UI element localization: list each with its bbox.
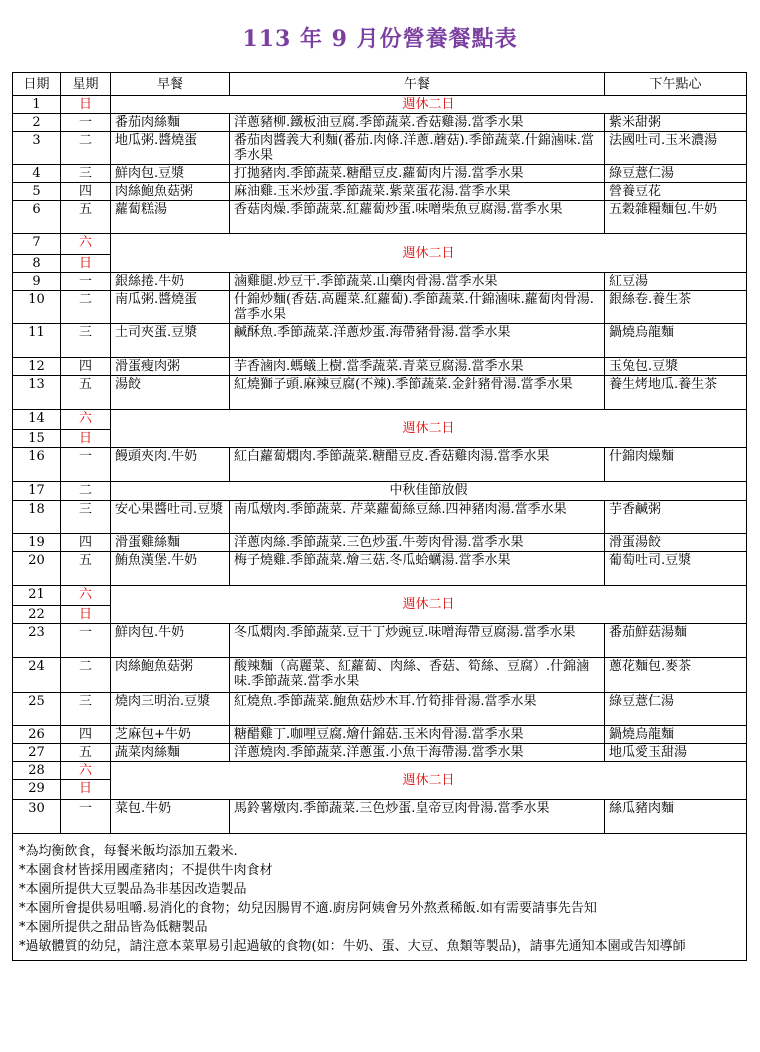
weekday-cell: 六 xyxy=(61,234,111,255)
menu-row xyxy=(13,693,747,726)
date-cell: 14 xyxy=(13,410,61,430)
snack-cell: 紅豆湯 xyxy=(605,273,747,291)
menu-row xyxy=(13,358,747,376)
weekday-cell: 日 xyxy=(61,255,111,273)
date-cell: 19 xyxy=(13,534,61,552)
lunch-cell: 洋蔥肉絲.季節蔬菜.三色炒蛋.牛蒡肉骨湯.當季水果 xyxy=(230,534,605,552)
menu-row xyxy=(13,376,747,410)
menu-row xyxy=(13,96,747,114)
date-cell: 4 xyxy=(13,165,61,183)
date-cell: 3 xyxy=(13,132,61,165)
date-cell: 5 xyxy=(13,183,61,201)
breakfast-cell: 蘿蔔糕湯 xyxy=(111,201,230,234)
lunch-cell: 打拋豬肉.季節蔬菜.糖醋豆皮.蘿蔔肉片湯.當季水果 xyxy=(230,165,605,183)
lunch-cell: 酸辣麵（高麗菜、紅蘿蔔、肉絲、香菇、筍絲、豆腐）.什錦滷味.季節蔬菜.當季水果 xyxy=(230,658,605,693)
note-line: *本園所提供大豆製品為非基因改造製品 xyxy=(19,882,247,897)
menu-row xyxy=(13,762,747,780)
snack-cell: 五穀雜糧麵包.牛奶 xyxy=(605,201,747,234)
breakfast-cell: 滑蛋雞絲麵 xyxy=(111,534,230,552)
weekend-notice: 週休二日 xyxy=(111,762,747,800)
weekday-cell: 四 xyxy=(61,183,111,201)
weekday-cell: 六 xyxy=(61,410,111,430)
date-cell: 12 xyxy=(13,358,61,376)
menu-row xyxy=(13,624,747,658)
date-cell: 22 xyxy=(13,606,61,624)
weekday-cell: 日 xyxy=(61,96,111,114)
breakfast-cell: 鮮肉包.豆漿 xyxy=(111,165,230,183)
weekday-cell: 一 xyxy=(61,800,111,834)
date-cell: 17 xyxy=(13,482,61,501)
weekday-cell: 一 xyxy=(61,273,111,291)
breakfast-cell: 菜包.牛奶 xyxy=(111,800,230,834)
menu-row xyxy=(13,291,747,324)
weekday-cell: 二 xyxy=(61,482,111,501)
weekday-cell: 二 xyxy=(61,658,111,693)
lunch-cell: 洋蔥豬柳.鐵板油豆腐.季節蔬菜.香菇雞湯.當季水果 xyxy=(230,114,605,132)
header-row xyxy=(13,73,747,96)
date-cell: 30 xyxy=(13,800,61,834)
breakfast-cell: 饅頭夾肉.牛奶 xyxy=(111,448,230,482)
snack-cell: 紫米甜粥 xyxy=(605,114,747,132)
snack-cell: 玉兔包.豆漿 xyxy=(605,358,747,376)
date-cell: 13 xyxy=(13,376,61,410)
snack-cell: 葡萄吐司.豆漿 xyxy=(605,552,747,586)
weekday-cell: 一 xyxy=(61,624,111,658)
note-line: *為均衡飲食，每餐米飯均添加五穀米. xyxy=(19,844,238,859)
date-cell: 1 xyxy=(13,96,61,114)
menu-row xyxy=(13,114,747,132)
weekday-cell: 日 xyxy=(61,430,111,448)
lunch-cell: 南瓜燉肉.季節蔬菜. 芹菜蘿蔔絲豆絲.四神豬肉湯.當季水果 xyxy=(230,501,605,534)
snack-cell: 銀絲卷.養生茶 xyxy=(605,291,747,324)
page-title: 113 年 9 月份營養餐點表 xyxy=(242,26,518,52)
lunch-cell: 香菇肉燥.季節蔬菜.紅蘿蔔炒蛋.味噌柴魚豆腐湯.當季水果 xyxy=(230,201,605,234)
lunch-cell: 紅白蘿蔔燜肉.季節蔬菜.糖醋豆皮.香菇雞肉湯.當季水果 xyxy=(230,448,605,482)
date-cell: 10 xyxy=(13,291,61,324)
menu-row xyxy=(13,273,747,291)
weekday-cell: 六 xyxy=(61,586,111,606)
snack-cell: 地瓜愛玉甜湯 xyxy=(605,744,747,762)
header-lunch: 午餐 xyxy=(230,73,605,96)
date-cell: 26 xyxy=(13,726,61,744)
lunch-cell: 冬瓜燜肉.季節蔬菜.豆干丁炒豌豆.味噌海帶豆腐湯.當季水果 xyxy=(230,624,605,658)
weekday-cell: 二 xyxy=(61,132,111,165)
weekday-cell: 二 xyxy=(61,291,111,324)
lunch-cell: 麻油雞.玉米炒蛋.季節蔬菜.紫菜蛋花湯.當季水果 xyxy=(230,183,605,201)
note-line: *本園食材皆採用國產豬肉；不提供牛肉食材 xyxy=(19,863,273,878)
breakfast-cell: 芝麻包+牛奶 xyxy=(111,726,230,744)
snack-cell: 法國吐司.玉米濃湯 xyxy=(605,132,747,165)
weekday-cell: 五 xyxy=(61,376,111,410)
snack-cell: 絲瓜豬肉麵 xyxy=(605,800,747,834)
breakfast-cell: 鮪魚漢堡.牛奶 xyxy=(111,552,230,586)
breakfast-cell: 安心果醬吐司.豆漿 xyxy=(111,501,230,534)
menu-row xyxy=(13,501,747,534)
menu-row xyxy=(13,534,747,552)
menu-row xyxy=(13,726,747,744)
snack-cell: 什錦肉燥麵 xyxy=(605,448,747,482)
date-cell: 9 xyxy=(13,273,61,291)
date-cell: 16 xyxy=(13,448,61,482)
menu-row xyxy=(13,165,747,183)
weekday-cell: 四 xyxy=(61,358,111,376)
breakfast-cell: 湯餃 xyxy=(111,376,230,410)
breakfast-cell: 蔬菜肉絲麵 xyxy=(111,744,230,762)
menu-row xyxy=(13,234,747,255)
snack-cell: 綠豆薏仁湯 xyxy=(605,693,747,726)
lunch-cell: 紅燒獅子頭.麻辣豆腐(不辣).季節蔬菜.金針豬骨湯.當季水果 xyxy=(230,376,605,410)
menu-row xyxy=(13,586,747,606)
weekday-cell: 四 xyxy=(61,534,111,552)
lunch-cell: 滷雞腿.炒豆干.季節蔬菜.山藥肉骨湯.當季水果 xyxy=(230,273,605,291)
snack-cell: 滑蛋湯餃 xyxy=(605,534,747,552)
menu-row xyxy=(13,800,747,834)
lunch-cell: 洋蔥燒肉.季節蔬菜.洋蔥蛋.小魚干海帶湯.當季水果 xyxy=(230,744,605,762)
festival-notice: 中秋佳節放假 xyxy=(111,482,747,501)
date-cell: 20 xyxy=(13,552,61,586)
menu-row xyxy=(13,448,747,482)
menu-row xyxy=(13,744,747,762)
weekday-cell: 四 xyxy=(61,726,111,744)
snack-cell: 養生烤地瓜.養生茶 xyxy=(605,376,747,410)
weekend-notice: 週休二日 xyxy=(111,96,747,114)
note-line: *本園所會提供易咀嚼.易消化的食物；幼兒因腸胃不適.廚房阿姨會另外熬煮稀飯.如有需要請事先告知 xyxy=(19,901,597,916)
weekday-cell: 一 xyxy=(61,114,111,132)
lunch-cell: 什錦炒麵(香菇.高麗菜.紅蘿蔔).季節蔬菜.什錦滷味.蘿蔔肉骨湯.當季水果 xyxy=(230,291,605,324)
date-cell: 29 xyxy=(13,780,61,800)
weekday-cell: 五 xyxy=(61,201,111,234)
weekend-notice: 週休二日 xyxy=(111,410,747,448)
breakfast-cell: 銀絲捲.牛奶 xyxy=(111,273,230,291)
snack-cell: 綠豆薏仁湯 xyxy=(605,165,747,183)
snack-cell: 芋香鹹粥 xyxy=(605,501,747,534)
breakfast-cell: 燒肉三明治.豆漿 xyxy=(111,693,230,726)
date-cell: 28 xyxy=(13,762,61,780)
breakfast-cell: 地瓜粥.醬燒蛋 xyxy=(111,132,230,165)
breakfast-cell: 肉絲鮑魚菇粥 xyxy=(111,658,230,693)
weekday-cell: 五 xyxy=(61,552,111,586)
lunch-cell: 糖醋雞丁.咖哩豆腐.燴什錦菇.玉米肉骨湯.當季水果 xyxy=(230,726,605,744)
date-cell: 18 xyxy=(13,501,61,534)
menu-row xyxy=(13,482,747,501)
note-line: *過敏體質的幼兒，請注意本菜單易引起過敏的食物(如：牛奶、蛋、大豆、魚類等製品)，請事先通知本園或告知導師 xyxy=(19,939,686,954)
breakfast-cell: 土司夾蛋.豆漿 xyxy=(111,324,230,358)
breakfast-cell: 番茄肉絲麵 xyxy=(111,114,230,132)
weekend-notice: 週休二日 xyxy=(111,234,747,273)
menu-row xyxy=(13,410,747,430)
weekend-notice: 週休二日 xyxy=(111,586,747,624)
menu-row xyxy=(13,183,747,201)
weekday-cell: 三 xyxy=(61,693,111,726)
header-date: 日期 xyxy=(13,73,61,96)
weekday-cell: 日 xyxy=(61,606,111,624)
date-cell: 2 xyxy=(13,114,61,132)
lunch-cell: 馬鈴薯燉肉.季節蔬菜.三色炒蛋.皇帝豆肉骨湯.當季水果 xyxy=(230,800,605,834)
menu-row xyxy=(13,324,747,358)
weekday-cell: 日 xyxy=(61,780,111,800)
breakfast-cell: 南瓜粥.醬燒蛋 xyxy=(111,291,230,324)
header-breakfast: 早餐 xyxy=(111,73,230,96)
snack-cell: 營養豆花 xyxy=(605,183,747,201)
date-cell: 23 xyxy=(13,624,61,658)
notes-row xyxy=(13,834,747,961)
date-cell: 8 xyxy=(13,255,61,273)
date-cell: 11 xyxy=(13,324,61,358)
breakfast-cell: 滑蛋瘦肉粥 xyxy=(111,358,230,376)
weekday-cell: 三 xyxy=(61,324,111,358)
weekday-cell: 六 xyxy=(61,762,111,780)
weekday-cell: 一 xyxy=(61,448,111,482)
breakfast-cell: 肉絲鮑魚菇粥 xyxy=(111,183,230,201)
menu-row xyxy=(13,132,747,165)
weekday-cell: 三 xyxy=(61,165,111,183)
menu-row xyxy=(13,658,747,693)
lunch-cell: 芋香滷肉.螞蟻上樹.當季蔬菜.青菜豆腐湯.當季水果 xyxy=(230,358,605,376)
header-weekday: 星期 xyxy=(61,73,111,96)
date-cell: 25 xyxy=(13,693,61,726)
date-cell: 6 xyxy=(13,201,61,234)
lunch-cell: 紅燒魚.季節蔬菜.鮑魚菇炒木耳.竹筍排骨湯.當季水果 xyxy=(230,693,605,726)
date-cell: 7 xyxy=(13,234,61,255)
date-cell: 15 xyxy=(13,430,61,448)
weekday-cell: 三 xyxy=(61,501,111,534)
date-cell: 27 xyxy=(13,744,61,762)
lunch-cell: 梅子燒雞.季節蔬菜.燴三菇.冬瓜蛤蠣湯.當季水果 xyxy=(230,552,605,586)
lunch-cell: 鹹酥魚.季節蔬菜.洋蔥炒蛋.海帶豬骨湯.當季水果 xyxy=(230,324,605,358)
menu-row xyxy=(13,552,747,586)
snack-cell: 鍋燒烏龍麵 xyxy=(605,324,747,358)
note-line: *本園所提供之甜品皆為低糖製品 xyxy=(19,920,208,935)
snack-cell: 蔥花麵包.麥茶 xyxy=(605,658,747,693)
menu-row xyxy=(13,201,747,234)
date-cell: 21 xyxy=(13,586,61,606)
menu-body xyxy=(13,96,747,834)
notes-section xyxy=(13,834,747,961)
breakfast-cell: 鮮肉包.牛奶 xyxy=(111,624,230,658)
header-snack: 下午點心 xyxy=(605,73,747,96)
snack-cell: 番茄鮮菇湯麵 xyxy=(605,624,747,658)
lunch-cell: 番茄肉醬義大利麵(番茄.肉條.洋蔥.蘑菇).季節蔬菜.什錦滷味.當季水果 xyxy=(230,132,605,165)
weekday-cell: 五 xyxy=(61,744,111,762)
snack-cell: 鍋燒烏龍麵 xyxy=(605,726,747,744)
date-cell: 24 xyxy=(13,658,61,693)
menu-table xyxy=(12,72,747,961)
